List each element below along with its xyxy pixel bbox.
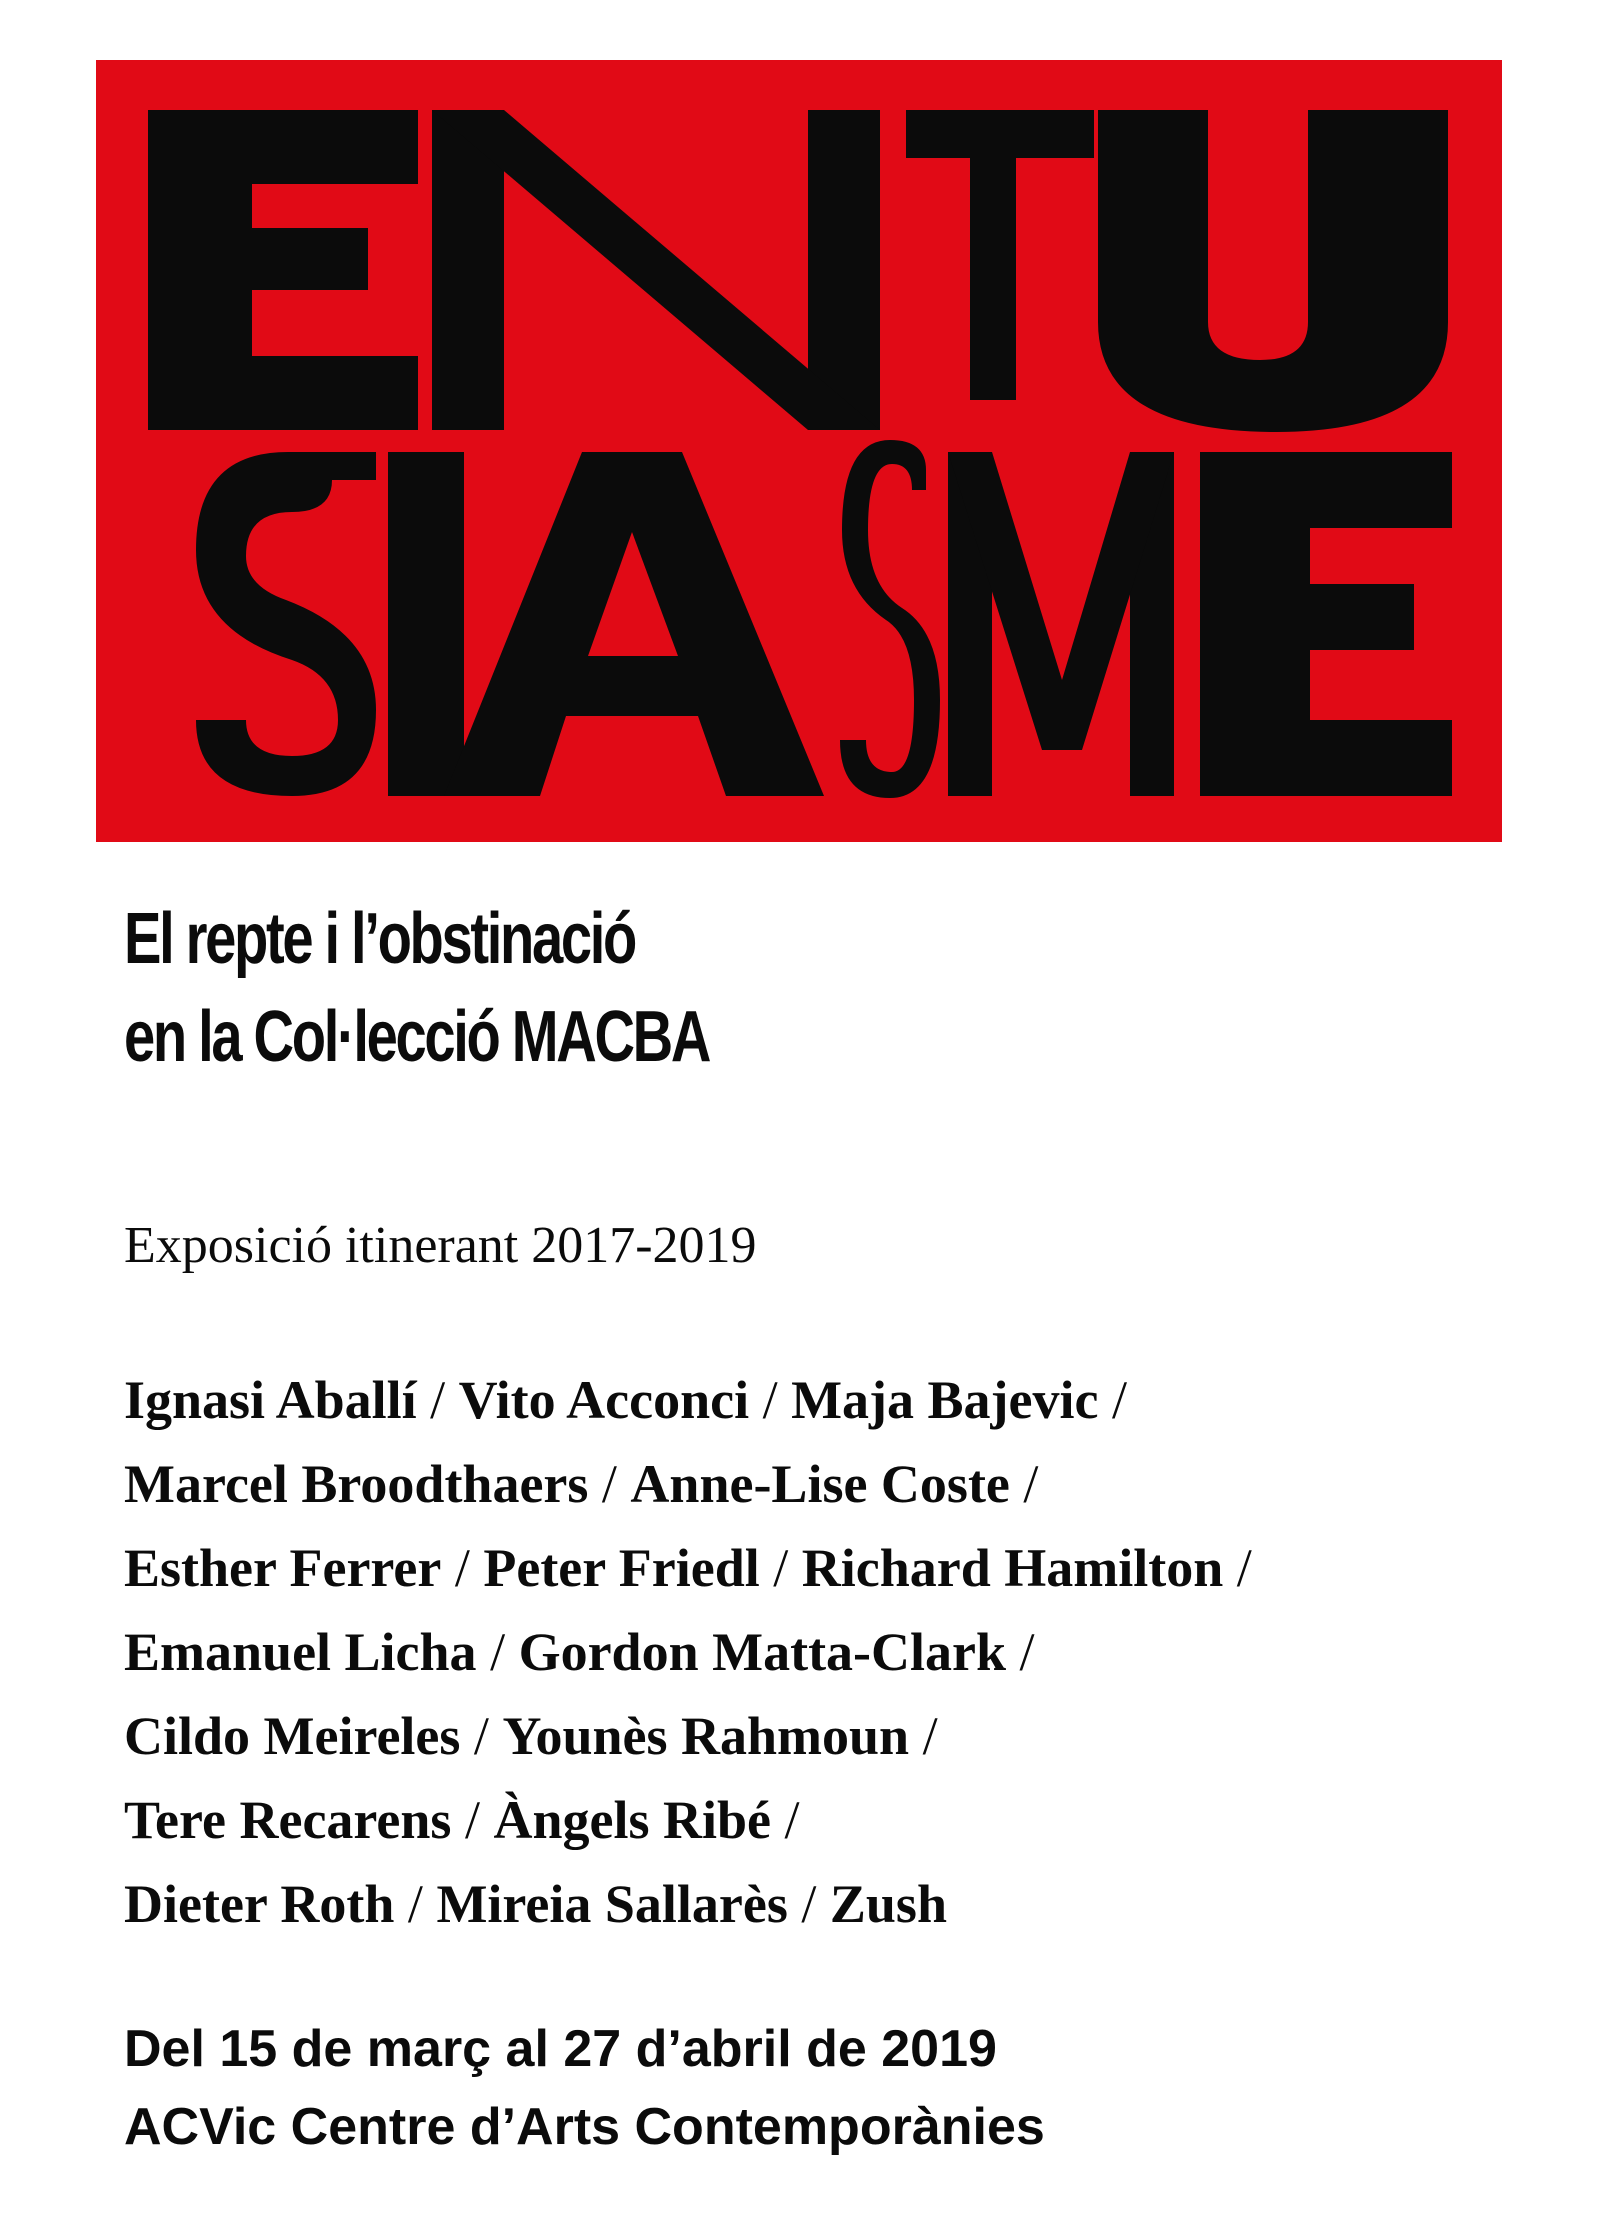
artist-name: Richard Hamilton <box>801 1538 1224 1598</box>
exhibition-venue: ACVic Centre d’Arts Contemporànies <box>124 2098 1045 2156</box>
artist-line <box>124 1442 1252 1526</box>
logo-row-entu <box>148 110 1448 432</box>
separator: / <box>490 1622 506 1682</box>
exhibition-details <box>124 2010 1045 2166</box>
separator: / <box>1023 1454 1039 1514</box>
separator: / <box>922 1706 938 1766</box>
artist-name: Mireia Sallarès <box>436 1874 788 1934</box>
artist-name: Cildo Meireles <box>124 1706 461 1766</box>
artist-name: Tere Recarens <box>124 1790 452 1850</box>
artist-line <box>124 1862 1252 1946</box>
artist-name: Peter Friedl <box>483 1538 760 1598</box>
artist-name: Àngels Ribé <box>493 1790 771 1850</box>
artist-name: Zush <box>829 1874 947 1934</box>
artist-line <box>124 1526 1252 1610</box>
separator: / <box>784 1790 800 1850</box>
exhibition-subtitle <box>124 890 709 1086</box>
artist-name: Dieter Roth <box>124 1874 395 1934</box>
logo-row-siasme <box>196 440 1452 798</box>
artist-name: Emanuel Licha <box>124 1622 477 1682</box>
separator: / <box>601 1454 617 1514</box>
artist-name: Anne-Lise Coste <box>630 1454 1010 1514</box>
separator: / <box>473 1706 489 1766</box>
artist-name: Ignasi Aballí <box>124 1370 417 1430</box>
separator: / <box>801 1874 817 1934</box>
separator: / <box>407 1874 423 1934</box>
artist-name: Vito Acconci <box>458 1370 750 1430</box>
artist-name: Maja Bajevic <box>791 1370 1099 1430</box>
title-banner <box>96 60 1502 842</box>
artist-line <box>124 1610 1252 1694</box>
separator: / <box>1019 1622 1035 1682</box>
tour-label: Exposició itinerant 2017-2019 <box>124 1217 757 1274</box>
subtitle-line-1: El repte i l’obstinació <box>124 899 636 979</box>
subtitle-line-2: en la Col·lecció MACBA <box>124 997 710 1077</box>
separator: / <box>762 1370 778 1430</box>
separator: / <box>773 1538 789 1598</box>
artist-name: Gordon Matta-Clark <box>518 1622 1007 1682</box>
entusiasme-logo <box>96 60 1502 842</box>
artist-name: Younès Rahmoun <box>502 1706 910 1766</box>
separator: / <box>464 1790 480 1850</box>
artist-name: Marcel Broodthaers <box>124 1454 589 1514</box>
separator: / <box>454 1538 470 1598</box>
artist-list <box>124 1358 1252 1946</box>
artist-line <box>124 1358 1252 1442</box>
artist-name: Esther Ferrer <box>124 1538 442 1598</box>
separator: / <box>1236 1538 1252 1598</box>
separator: / <box>430 1370 446 1430</box>
artist-line <box>124 1778 1252 1862</box>
exhibition-dates: Del 15 de març al 27 d’abril de 2019 <box>124 2020 997 2078</box>
artist-line <box>124 1694 1252 1778</box>
separator: / <box>1111 1370 1127 1430</box>
